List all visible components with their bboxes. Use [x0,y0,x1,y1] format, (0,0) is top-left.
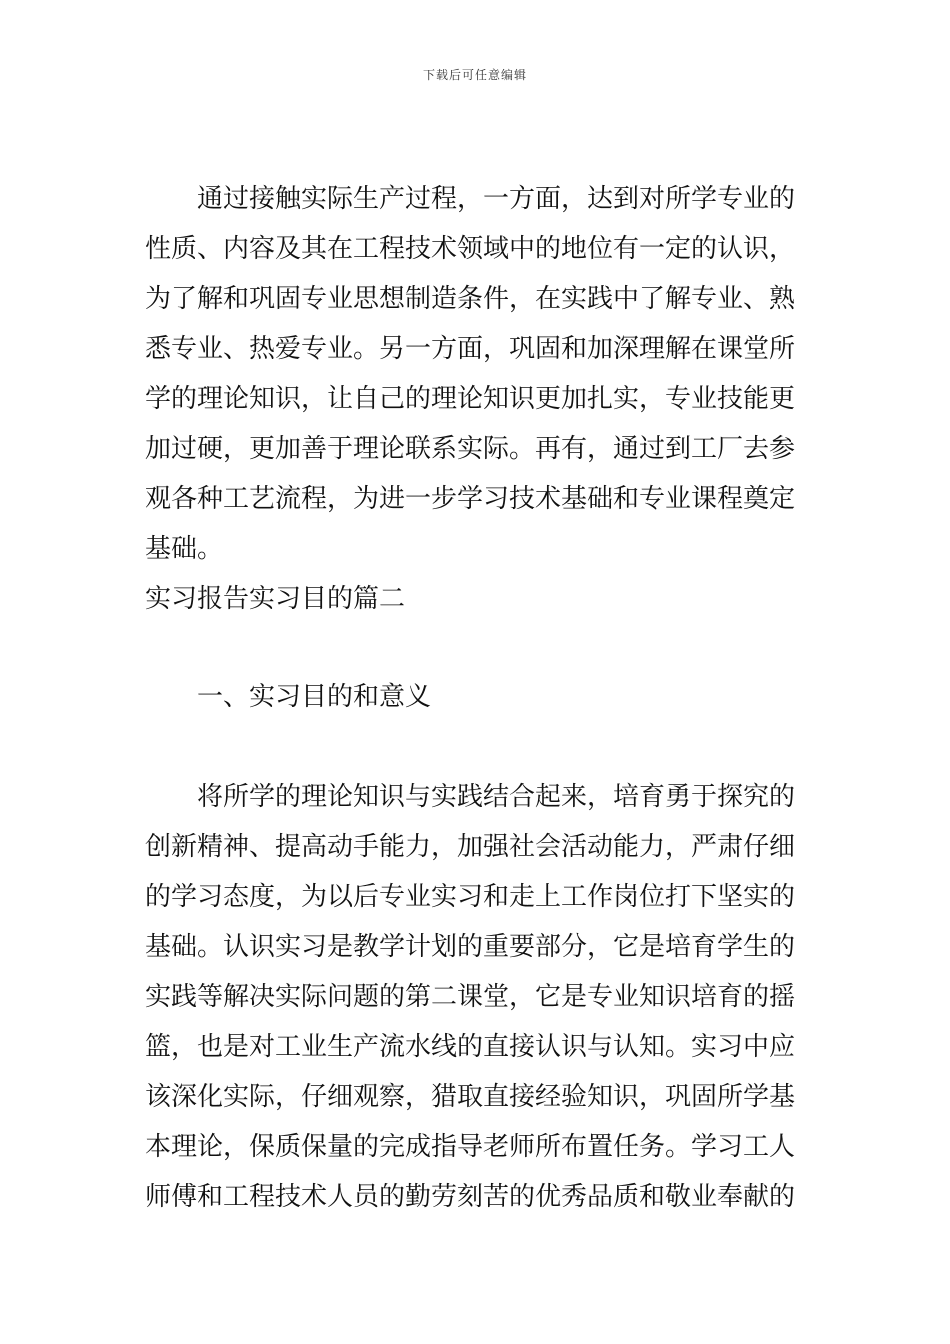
paragraph-2 [145,772,810,1222]
paragraph-line: 创新精神、提高动手能力，加强社会活动能力，严肃仔细 [145,832,796,862]
paragraph-line: 学的理论知识，让自己的理论知识更加扎实，专业技能更 [145,384,796,414]
paragraph-line: 将所学的理论知识与实践结合起来，培育勇于探究的 [197,782,796,812]
paragraph-line: 悉专业、热爱专业。另一方面，巩固和加深理解在课堂所 [145,334,796,364]
paragraph-line: 实践等解决实际问题的第二课堂，它是专业知识培育的摇 [145,982,796,1012]
paragraph-line: 基础。认识实习是教学计划的重要部分，它是培育学生的 [145,932,796,962]
paragraph-line: 师傅和工程技术人员的勤劳刻苦的优秀品质和敬业奉献的 [145,1182,796,1212]
paragraph-line: 为了解和巩固专业思想制造条件，在实践中了解专业、熟 [145,284,796,314]
paragraph-line: 基础。 [145,534,224,564]
paragraph-line: 加过硬，更加善于理论联系实际。再有，通过到工厂去参 [145,434,796,464]
header-note: 下载后可任意编辑 [422,68,527,82]
paragraph-line: 观各种工艺流程，为进一步学习技术基础和专业课程奠定 [145,484,796,514]
paragraph-line: 的学习态度，为以后专业实习和走上工作岗位打下坚实的 [145,882,796,912]
paragraph-line: 篮，也是对工业生产流水线的直接认识与认知。实习中应 [145,1032,796,1062]
paragraph-line: 通过接触实际生产过程，一方面，达到对所学专业的 [197,184,796,214]
paragraph-1 [145,174,810,574]
section-title-text: 实习报告实习目的篇二 [145,584,406,614]
subsection-title [145,672,810,722]
subsection-title-text: 一、实习目的和意义 [197,682,432,712]
section-title [145,574,810,624]
paragraph-line: 性质、内容及其在工程技术领域中的地位有一定的认识， [145,234,796,264]
paragraph-line: 本理论，保质保量的完成指导老师所布置任务。学习工人 [145,1132,796,1162]
paragraph-line: 该深化实际，仔细观察，猎取直接经验知识，巩固所学基 [145,1082,796,1112]
